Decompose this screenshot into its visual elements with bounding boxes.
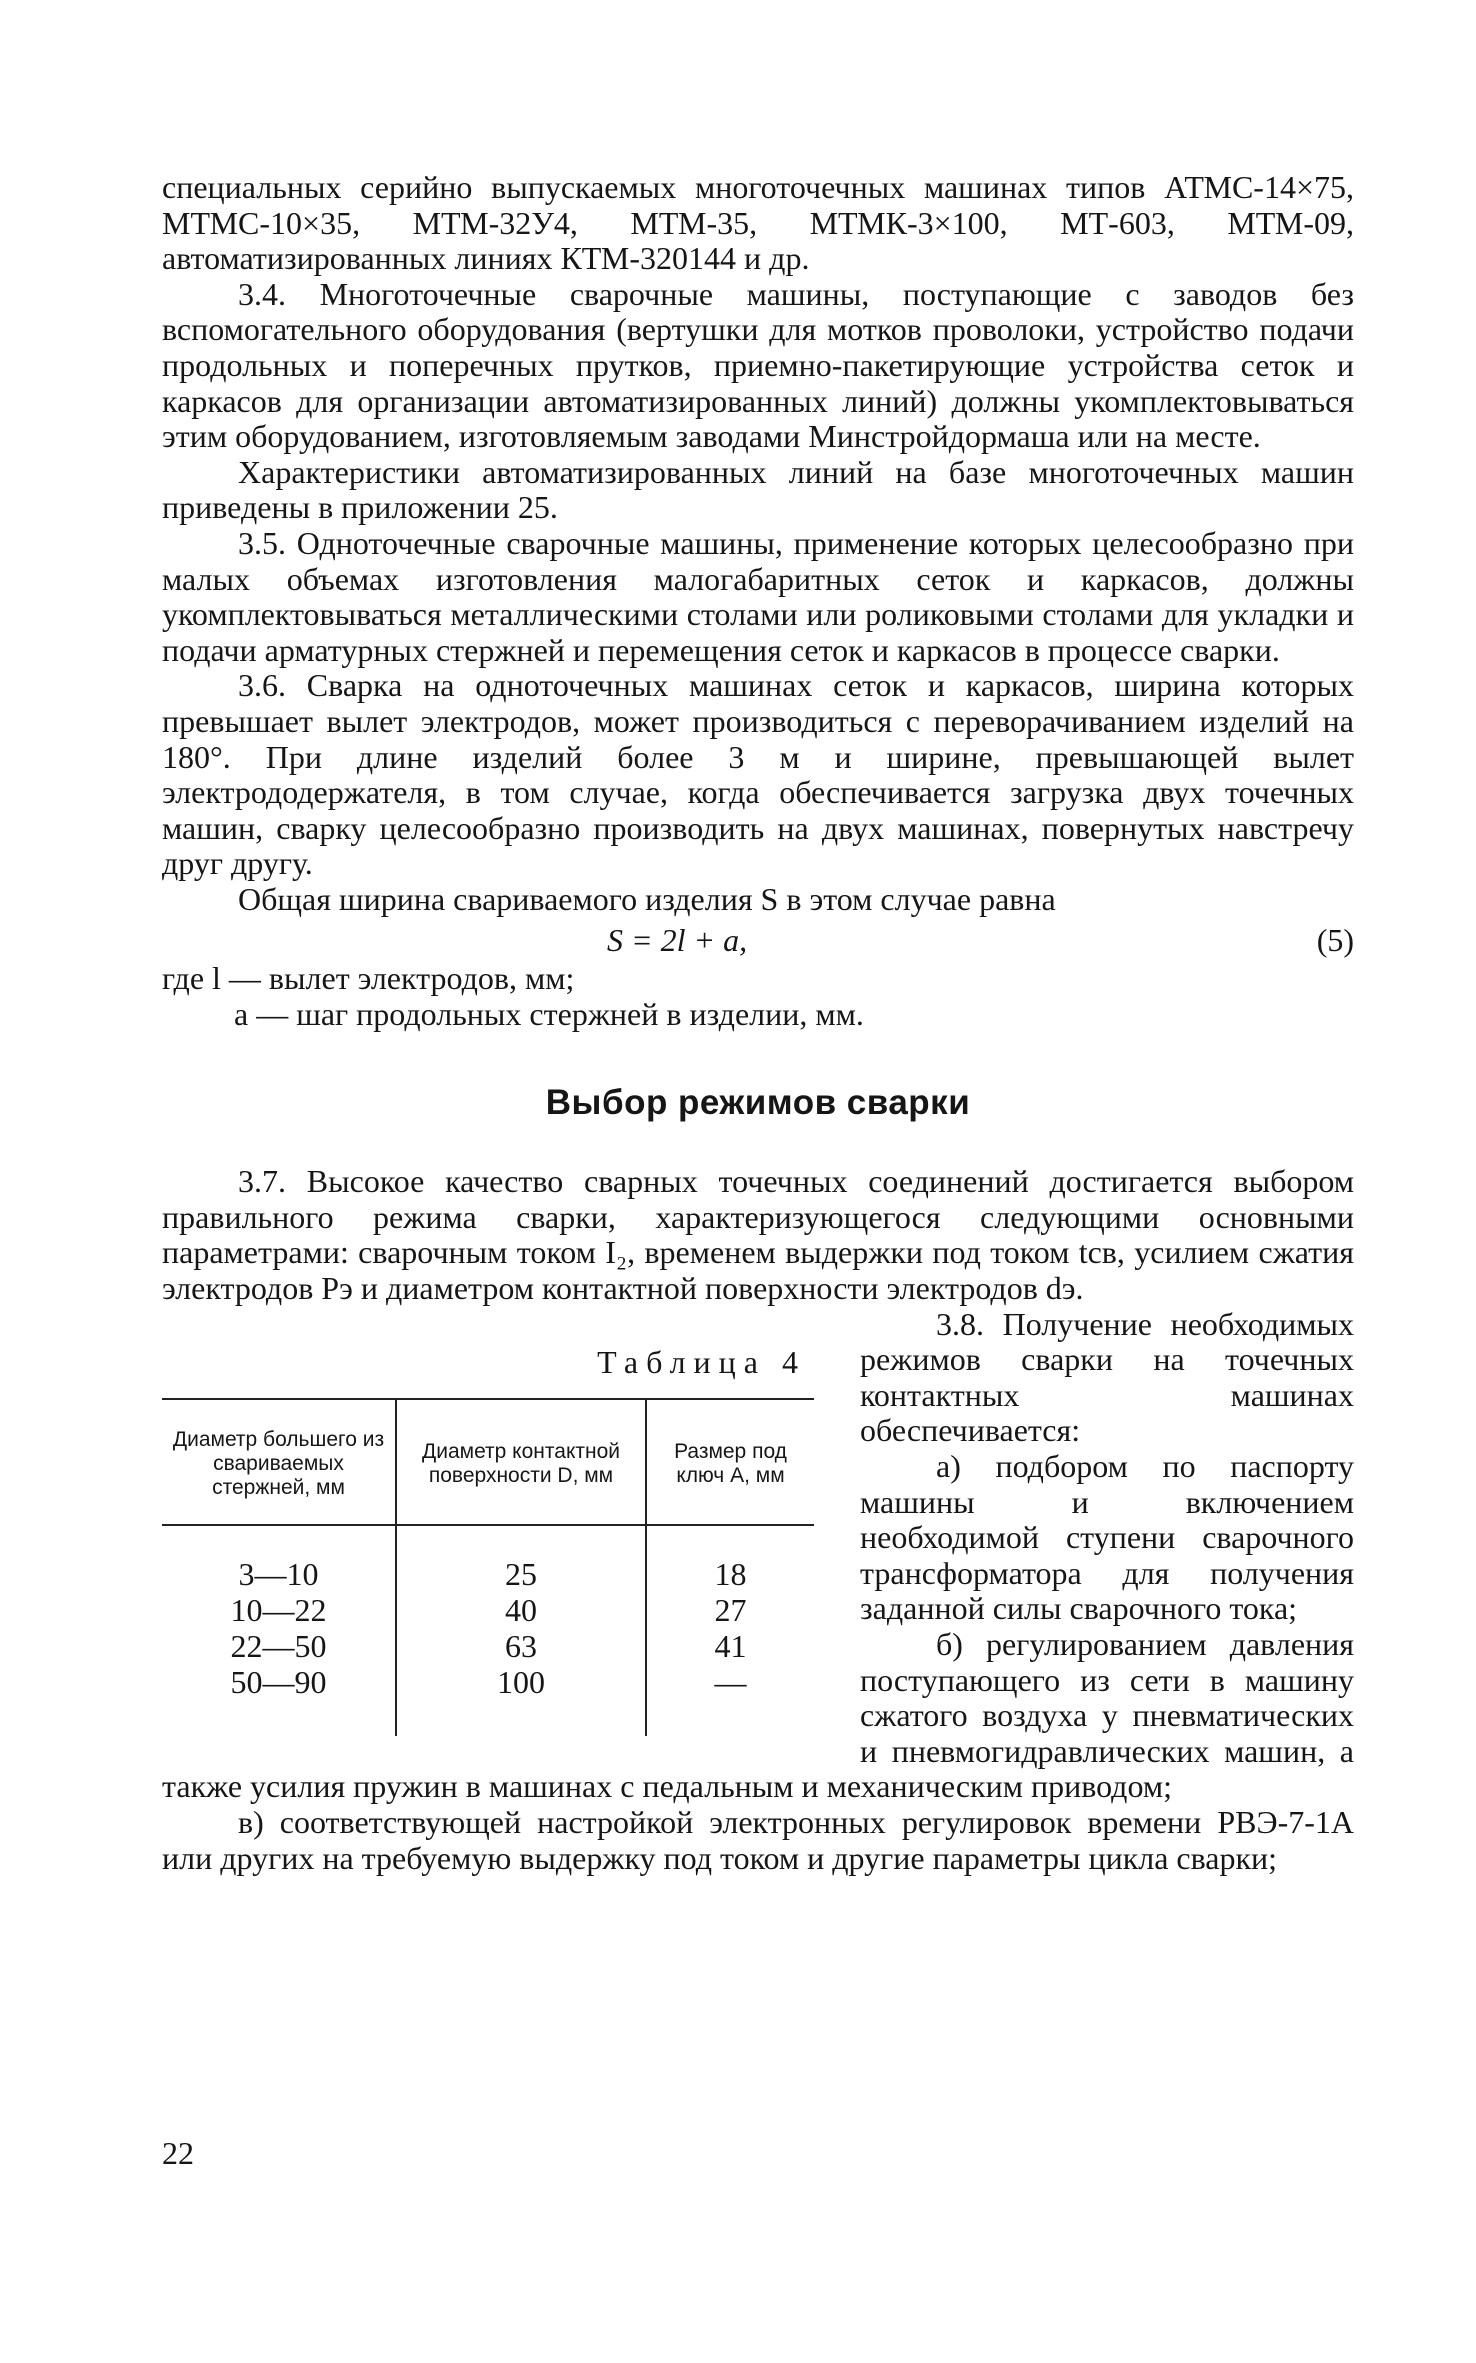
page-body [162,170,1354,1876]
table-row [162,1664,814,1736]
table-header-row [162,1399,814,1525]
paragraph-3-5: 3.5. Одноточечные сварочные машины, применение которых целесообразно при малых объемах изготовления малогабаритных сеток и каркасов, должны укомплектовываться металлическими столами или роликовыми столами для укладки и подачи арматурных стержней и перемещения сеток и каркасов в процессе сварки. [162,524,1354,668]
table-cell: 22—50 [162,1628,396,1664]
table-row [162,1628,814,1664]
table-4-grid [162,1398,814,1736]
table-row [162,1592,814,1628]
paragraph-3-6: 3.6. Сварка на одноточечных машинах сеток и каркасов, ширина которых превышает вылет электродов, может производиться с переворачиванием изделий на 180°. При длине изделий более 3 м и ширине, превышающей вылет электрододержателя, в том случае, когда обеспечивается загрузка двух точечных машин, сварку целесообразно производить на двух машинах, повернутых навстречу друг другу. [162,667,1354,882]
table-cell: 18 [714,1556,747,1593]
item-v: в) соответствующей настройкой электронных регулировок времени РВЭ-7-1А или других на требуемую выдержку под током и другие параметры цикла сварки; [162,1803,1354,1876]
table-row [162,1525,814,1592]
table-cell: 100 [396,1664,646,1736]
table-cell: 50—90 [162,1664,396,1736]
table-cell: 63 [396,1628,646,1664]
table-cell: 10—22 [162,1592,396,1628]
table-cell: 25 [396,1525,646,1592]
paragraph-3-7-text: 3.7. Высокое качество сварных точечных соединений достигается выбором правильного режима сварки, характеризующегося следующими основными параметрами: сварочным током I₂, временем выдержки под током tсв, усилием сжатия электродов Pэ и диаметром контактной поверхности электродов dэ. [162,1163,1354,1307]
where-l: где l — вылет электродов, мм; [162,960,575,997]
paragraph-3-8: 3.8. Получение необходимых режимов сварки на точечных контактных машинах обеспечивается: [860,1305,1354,1449]
table-cell: — [714,1664,747,1701]
item-a: а) подбором по паспорту машины и включением необходимой ступени сварочного трансформатора для получения заданной силы сварочного тока; [860,1448,1354,1627]
where-a: a — шаг продольных стержней в изделии, мм. [234,996,864,1033]
text-with-table [162,1164,1354,1876]
section-heading: Выбор режимов сварки [545,1082,971,1122]
table-header-cell: Диаметр большего из свариваемых стержней, мм [162,1399,396,1525]
paragraph-characteristics: Характеристики автоматизированных линий на базе многоточечных машин приведены в приложении 25. [162,453,1354,526]
page-number: 22 [162,2135,194,2171]
table-caption: Таблица 4 [597,1343,806,1380]
formula-expression: S = 2l + a, [607,922,748,959]
paragraph-3-7 [162,1164,1354,1306]
table-4 [162,1345,814,1737]
table-cell: 3—10 [162,1525,396,1592]
item-b: б) регулированием давления поступающего из сети в машину сжатого воздуха у пневматических и пневмогидравлических машин, а также усилия пружин в машинах с педальным и механическим приводом; [162,1625,1354,1805]
formula-number: (5) [1316,922,1354,959]
paragraph-3-4: 3.4. Многоточечные сварочные машины, поступающие с заводов без вспомогательного оборудования (вертушки для мотков проволоки, устройство подачи продольных и поперечных прутков, приемно-пакетирующие устройства сеток и каркасов для организации автоматизированных линий) должны укомплектовываться этим оборудованием, изготовляемым заводами Минстройдормаша или на месте. [162,275,1354,455]
table-header-cell: Диаметр контактной поверхности D, мм [396,1399,646,1525]
paragraph-total-width: Общая ширина свариваемого изделия S в этом случае равна [238,880,1056,917]
table-cell: 40 [396,1592,646,1628]
formula-5 [162,923,1354,959]
table-header-cell: Размер под ключ A, мм [646,1399,814,1525]
paragraph-continuation: специальных серийно выпускаемых многоточечных машинах типов АТМС-14×75, МТМС-10×35, МТМ-32У4, МТМ-35, МТМК-3×100, МТ-603, МТМ-09, автоматизированных линиях КТМ-320144 и др. [162,169,1354,277]
table-cell: 27 [714,1592,747,1629]
table-cell: 41 [714,1628,747,1665]
